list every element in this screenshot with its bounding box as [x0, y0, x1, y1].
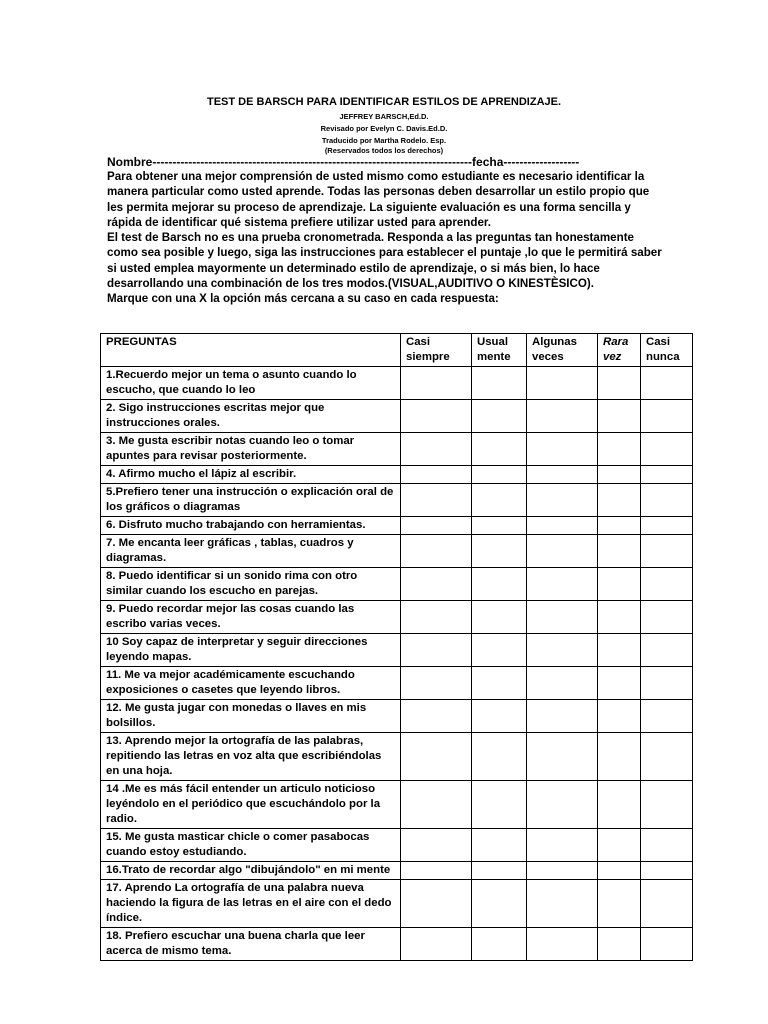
- question-row: [101, 484, 693, 517]
- question-row: [101, 928, 693, 961]
- answer-cell-rara-vez[interactable]: [598, 400, 641, 433]
- answer-cell-rara-vez[interactable]: [598, 667, 641, 700]
- answer-cell-usualmente[interactable]: [472, 829, 527, 862]
- answer-cell-rara-vez[interactable]: [598, 517, 641, 535]
- question-row: [101, 862, 693, 880]
- answer-cell-algunas-veces[interactable]: [527, 484, 598, 517]
- answer-cell-rara-vez[interactable]: [598, 733, 641, 781]
- answer-cell-casi-siempre[interactable]: [401, 733, 472, 781]
- question-text: 18. Prefiero escuchar una buena charla que leer acerca de mismo tema.: [101, 928, 401, 961]
- answer-cell-casi-siempre[interactable]: [401, 634, 472, 667]
- question-row: [101, 781, 693, 829]
- answer-cell-casi-siempre[interactable]: [401, 400, 472, 433]
- answer-cell-casi-nunca[interactable]: [641, 829, 693, 862]
- answer-cell-usualmente[interactable]: [472, 733, 527, 781]
- question-text: 17. Aprendo La ortografía de una palabra nueva haciendo la figura de las letras en el aire con el dedo índice.: [101, 880, 401, 928]
- answer-cell-casi-siempre[interactable]: [401, 466, 472, 484]
- answer-cell-usualmente[interactable]: [472, 862, 527, 880]
- question-text: 10 Soy capaz de interpretar y seguir direcciones leyendo mapas.: [101, 634, 401, 667]
- question-row: [101, 433, 693, 466]
- answer-cell-rara-vez[interactable]: [598, 880, 641, 928]
- question-row: [101, 880, 693, 928]
- answer-cell-algunas-veces[interactable]: [527, 862, 598, 880]
- answer-cell-rara-vez[interactable]: [598, 433, 641, 466]
- answer-cell-casi-nunca[interactable]: [641, 433, 693, 466]
- answer-cell-algunas-veces[interactable]: [527, 367, 598, 400]
- answer-cell-algunas-veces[interactable]: [527, 781, 598, 829]
- header-casi-nunca: Casi nunca: [641, 334, 693, 367]
- question-row: [101, 601, 693, 634]
- question-text: 8. Puedo identificar si un sonido rima con otro similar cuando los escucho en parejas.: [101, 568, 401, 601]
- answer-cell-usualmente[interactable]: [472, 568, 527, 601]
- question-text: 9. Puedo recordar mejor las cosas cuando las escribo varias veces.: [101, 601, 401, 634]
- answer-cell-usualmente[interactable]: [472, 700, 527, 733]
- answer-cell-casi-siempre[interactable]: [401, 880, 472, 928]
- question-row: [101, 733, 693, 781]
- answer-cell-usualmente[interactable]: [472, 484, 527, 517]
- answer-cell-algunas-veces[interactable]: [527, 601, 598, 634]
- answer-cell-algunas-veces[interactable]: [527, 667, 598, 700]
- header-rara-vez: Rara vez: [598, 334, 641, 367]
- translated-line: Traducido por Martha Rodelo. Esp.: [321, 136, 447, 145]
- answer-cell-usualmente[interactable]: [472, 535, 527, 568]
- question-row: [101, 466, 693, 484]
- header-row: [101, 334, 693, 367]
- question-text: 16.Trato de recordar algo "dibujándolo" en mi mente: [101, 862, 401, 880]
- answer-cell-rara-vez[interactable]: [598, 367, 641, 400]
- answer-cell-usualmente[interactable]: [472, 667, 527, 700]
- answer-cell-usualmente[interactable]: [472, 400, 527, 433]
- answer-cell-casi-siempre[interactable]: [401, 484, 472, 517]
- question-row: [101, 700, 693, 733]
- answer-cell-algunas-veces[interactable]: [527, 700, 598, 733]
- answer-cell-usualmente[interactable]: [472, 466, 527, 484]
- question-text: 5.Prefiero tener una instrucción o explicación oral de los gráficos o diagramas: [101, 484, 401, 517]
- answer-cell-usualmente[interactable]: [472, 634, 527, 667]
- answer-cell-casi-siempre[interactable]: [401, 535, 472, 568]
- question-text: 4. Afirmo mucho el lápiz al escribir.: [101, 466, 401, 484]
- answer-cell-casi-siempre[interactable]: [401, 700, 472, 733]
- answer-cell-casi-nunca[interactable]: [641, 517, 693, 535]
- answer-cell-algunas-veces[interactable]: [527, 568, 598, 601]
- answer-cell-algunas-veces[interactable]: [527, 535, 598, 568]
- answer-cell-casi-nunca[interactable]: [641, 781, 693, 829]
- answer-cell-casi-nunca[interactable]: [641, 700, 693, 733]
- answer-cell-casi-nunca[interactable]: [641, 667, 693, 700]
- answer-cell-algunas-veces[interactable]: [527, 634, 598, 667]
- answer-cell-rara-vez[interactable]: [598, 829, 641, 862]
- intro-text: [107, 169, 667, 307]
- answer-cell-usualmente[interactable]: [472, 601, 527, 634]
- question-text: 12. Me gusta jugar con monedas o llaves en mis bolsillos.: [101, 700, 401, 733]
- answer-cell-casi-nunca[interactable]: [641, 466, 693, 484]
- question-row: [101, 535, 693, 568]
- author-line: JEFFREY BARSCH,Ed.D.: [339, 112, 429, 121]
- answer-cell-algunas-veces[interactable]: [527, 433, 598, 466]
- answer-cell-rara-vez[interactable]: [598, 568, 641, 601]
- answer-cell-casi-nunca[interactable]: [641, 400, 693, 433]
- question-text: 14 .Me es más fácil entender un articulo noticioso leyéndolo en el periódico que escuchándolo por la radio.: [101, 781, 401, 829]
- header-algunas-veces: Algunas veces: [527, 334, 598, 367]
- answer-cell-rara-vez[interactable]: [598, 700, 641, 733]
- answer-cell-casi-siempre[interactable]: [401, 367, 472, 400]
- answer-cell-algunas-veces[interactable]: [527, 400, 598, 433]
- answer-cell-rara-vez[interactable]: [598, 928, 641, 961]
- answer-cell-algunas-veces[interactable]: [527, 517, 598, 535]
- question-text: 3. Me gusta escribir notas cuando leo o tomar apuntes para revisar posteriormente.: [101, 433, 401, 466]
- intro-paragraph-2: El test de Barsch no es una prueba cronometrada. Responda a las preguntas tan honestamente como sea posible y luego, siga las instrucciones para establecer el puntaje ,lo que le permitirá saber si usted emplea mayormente un determinado estilo de aprendizaje, o si más bien, lo hace desarrollando una combinación de los tres modos.(VISUAL,AUDITIVO O KINESTÈSICO).: [107, 231, 662, 291]
- answer-cell-casi-siempre[interactable]: [401, 928, 472, 961]
- answer-cell-algunas-veces[interactable]: [527, 466, 598, 484]
- question-text: 7. Me encanta leer gráficas , tablas, cuadros y diagramas.: [101, 535, 401, 568]
- intro-paragraph-1: Para obtener una mejor comprensión de usted mismo como estudiante es necesario identificar la manera particular como usted aprende. Todas las personas deben desarrollar un estilo propio que les permita mejorar su proceso de aprendizaje. La siguiente evaluación es una forma sencilla y rápida de identificar qué sistema prefiere utilizar usted para aprender.: [107, 170, 650, 229]
- answer-cell-algunas-veces[interactable]: [527, 928, 598, 961]
- answer-cell-casi-nunca[interactable]: [641, 880, 693, 928]
- answer-cell-casi-nunca[interactable]: [641, 862, 693, 880]
- question-row: [101, 517, 693, 535]
- answer-cell-algunas-veces[interactable]: [527, 733, 598, 781]
- answer-cell-casi-nunca[interactable]: [641, 634, 693, 667]
- answer-cell-casi-nunca[interactable]: [641, 535, 693, 568]
- header-casi-siempre: Casi siempre: [401, 334, 472, 367]
- answer-cell-rara-vez[interactable]: [598, 601, 641, 634]
- answer-cell-rara-vez[interactable]: [598, 484, 641, 517]
- question-text: 6. Disfruto mucho trabajando con herramientas.: [101, 517, 401, 535]
- question-row: [101, 568, 693, 601]
- question-text: 15. Me gusta masticar chicle o comer pasabocas cuando estoy estudiando.: [101, 829, 401, 862]
- answer-cell-rara-vez[interactable]: [598, 466, 641, 484]
- answer-cell-casi-nunca[interactable]: [641, 733, 693, 781]
- header-preguntas: PREGUNTAS: [101, 334, 401, 367]
- answer-cell-casi-siempre[interactable]: [401, 601, 472, 634]
- answer-cell-casi-nunca[interactable]: [641, 367, 693, 400]
- answer-cell-rara-vez[interactable]: [598, 781, 641, 829]
- answer-cell-casi-siempre[interactable]: [401, 829, 472, 862]
- answer-cell-usualmente[interactable]: [472, 880, 527, 928]
- answer-cell-casi-siempre[interactable]: [401, 862, 472, 880]
- question-text: 2. Sigo instrucciones escritas mejor que instrucciones orales.: [101, 400, 401, 433]
- name-date-line: Nombre--------------------------------------------------------------------------------fecha-------------------: [107, 155, 580, 169]
- question-row: [101, 634, 693, 667]
- answer-cell-rara-vez[interactable]: [598, 535, 641, 568]
- question-text: 13. Aprendo mejor la ortografía de las palabras, repitiendo las letras en voz alta que escribiéndolas en una hoja.: [101, 733, 401, 781]
- answer-cell-casi-nunca[interactable]: [641, 568, 693, 601]
- question-text: 11. Me va mejor académicamente escuchando exposiciones o casetes que leyendo libros.: [101, 667, 401, 700]
- revised-line: Revisado por Evelyn C. Davis.Ed.D.: [320, 124, 448, 133]
- answer-cell-casi-nunca[interactable]: [641, 928, 693, 961]
- answer-cell-rara-vez[interactable]: [598, 862, 641, 880]
- instruction-line: Marque con una X la opción más cercana a su caso en cada respuesta:: [107, 292, 499, 306]
- answer-cell-algunas-veces[interactable]: [527, 880, 598, 928]
- answer-cell-usualmente[interactable]: [472, 781, 527, 829]
- answer-cell-casi-siempre[interactable]: [401, 517, 472, 535]
- answer-cell-casi-siempre[interactable]: [401, 667, 472, 700]
- question-row: [101, 829, 693, 862]
- answer-cell-casi-siempre[interactable]: [401, 568, 472, 601]
- answer-cell-usualmente[interactable]: [472, 517, 527, 535]
- rights-line: (Reservados todos los derechos): [324, 146, 444, 155]
- answer-cell-algunas-veces[interactable]: [527, 829, 598, 862]
- answer-cell-rara-vez[interactable]: [598, 634, 641, 667]
- answer-cell-casi-nunca[interactable]: [641, 601, 693, 634]
- answer-cell-casi-siempre[interactable]: [401, 433, 472, 466]
- questions-table: [100, 333, 693, 961]
- question-text: 1.Recuerdo mejor un tema o asunto cuando lo escucho, que cuando lo leo: [101, 367, 401, 400]
- answer-cell-usualmente[interactable]: [472, 928, 527, 961]
- question-row: [101, 400, 693, 433]
- questions-body: [101, 367, 693, 961]
- document-title: TEST DE BARSCH PARA IDENTIFICAR ESTILOS DE APRENDIZAJE.: [206, 96, 562, 108]
- question-row: [101, 367, 693, 400]
- question-row: [101, 667, 693, 700]
- answer-cell-casi-siempre[interactable]: [401, 781, 472, 829]
- answer-cell-casi-nunca[interactable]: [641, 484, 693, 517]
- answer-cell-usualmente[interactable]: [472, 367, 527, 400]
- header-usualmente: Usual mente: [472, 334, 527, 367]
- answer-cell-usualmente[interactable]: [472, 433, 527, 466]
